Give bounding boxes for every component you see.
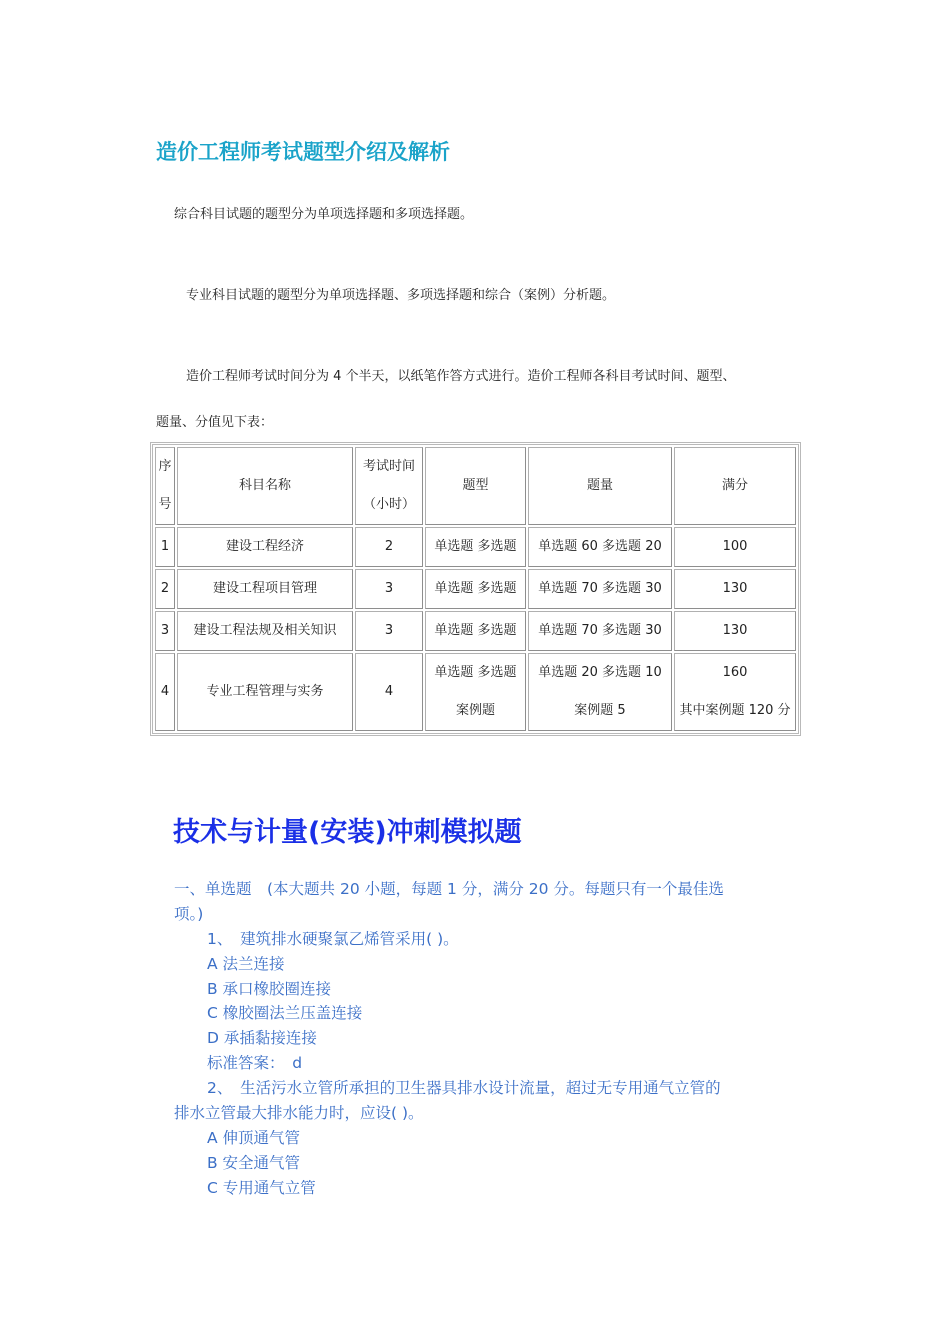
question-2-stem: 2、 生活污水立管所承担的卫生器具排水设计流量，超过无专用通气立管的 (207, 1079, 721, 1097)
cell-type: 单选题 多选题 (425, 527, 526, 567)
table-row (155, 653, 796, 731)
cell-score: 100 (674, 527, 796, 567)
header-seq: 序 号 (155, 447, 175, 525)
cell-seq: 2 (155, 569, 175, 609)
header-count: 题量 (528, 447, 672, 525)
cell-type: 单选题 多选题 案例题 (425, 653, 526, 731)
table-row (155, 527, 796, 567)
table-header-row (155, 447, 796, 525)
cell-seq: 4 (155, 653, 175, 731)
cell-type: 单选题 多选题 (425, 611, 526, 651)
cell-score: 130 (674, 569, 796, 609)
section-intro-cont: 项。) (174, 905, 204, 923)
cell-type: 单选题 多选题 (425, 569, 526, 609)
cell-count: 单选题 70 多选题 30 (528, 611, 672, 651)
question-2-option-a: A 伸顶通气管 (207, 1129, 301, 1147)
cell-count: 单选题 20 多选题 10 案例题 5 (528, 653, 672, 731)
cell-subject: 建设工程法规及相关知识 (177, 611, 353, 651)
question-1-option-d: D 承插黏接连接 (207, 1029, 317, 1047)
document-title: 造价工程师考试题型介绍及解析 (156, 139, 450, 164)
paragraph-general-subject: 综合科目试题的题型分为单项选择题和多项选择题。 (174, 207, 474, 222)
section-title: 技术与计量(安装)冲刺模拟题 (173, 817, 522, 848)
cell-seq: 1 (155, 527, 175, 567)
header-type: 题型 (425, 447, 526, 525)
paragraph-professional-subject: 专业科目试题的题型分为单项选择题、多项选择题和综合（案例）分析题。 (186, 288, 616, 303)
paragraph-exam-time-cont: 题量、分值见下表： (156, 415, 274, 430)
cell-subject: 建设工程项目管理 (177, 569, 353, 609)
cell-score: 160 其中案例题 120 分 (674, 653, 796, 731)
cell-count: 单选题 60 多选题 20 (528, 527, 672, 567)
question-1-option-b: B 承口橡胶圈连接 (207, 980, 332, 998)
exam-schedule-table (150, 442, 801, 736)
question-1-option-c: C 橡胶圈法兰压盖连接 (207, 1004, 363, 1022)
header-time: 考试时间 （小时） (355, 447, 423, 525)
question-1-answer: 标准答案： d (207, 1054, 303, 1072)
cell-time: 3 (355, 611, 423, 651)
question-2-option-b: B 安全通气管 (207, 1154, 301, 1172)
cell-time: 4 (355, 653, 423, 731)
question-1-option-a: A 法兰连接 (207, 955, 285, 973)
cell-seq: 3 (155, 611, 175, 651)
cell-score: 130 (674, 611, 796, 651)
question-2-stem-cont: 排水立管最大排水能力时，应设( )。 (174, 1104, 424, 1122)
table-row (155, 611, 796, 651)
paragraph-exam-time: 造价工程师考试时间分为 4 个半天，以纸笔作答方式进行。造价工程师各科目考试时间、题型、 (186, 369, 736, 384)
header-subject: 科目名称 (177, 447, 353, 525)
header-score: 满分 (674, 447, 796, 525)
cell-subject: 建设工程经济 (177, 527, 353, 567)
cell-subject: 专业工程管理与实务 (177, 653, 353, 731)
question-2-option-c: C 专用通气立管 (207, 1179, 316, 1197)
question-1-stem: 1、 建筑排水硬聚氯乙烯管采用( )。 (207, 930, 459, 948)
table-row (155, 569, 796, 609)
cell-time: 2 (355, 527, 423, 567)
cell-count: 单选题 70 多选题 30 (528, 569, 672, 609)
cell-time: 3 (355, 569, 423, 609)
section-intro: 一、单选题 (本大题共 20 小题，每题 1 分，满分 20 分。每题只有一个最佳选 (174, 880, 724, 898)
